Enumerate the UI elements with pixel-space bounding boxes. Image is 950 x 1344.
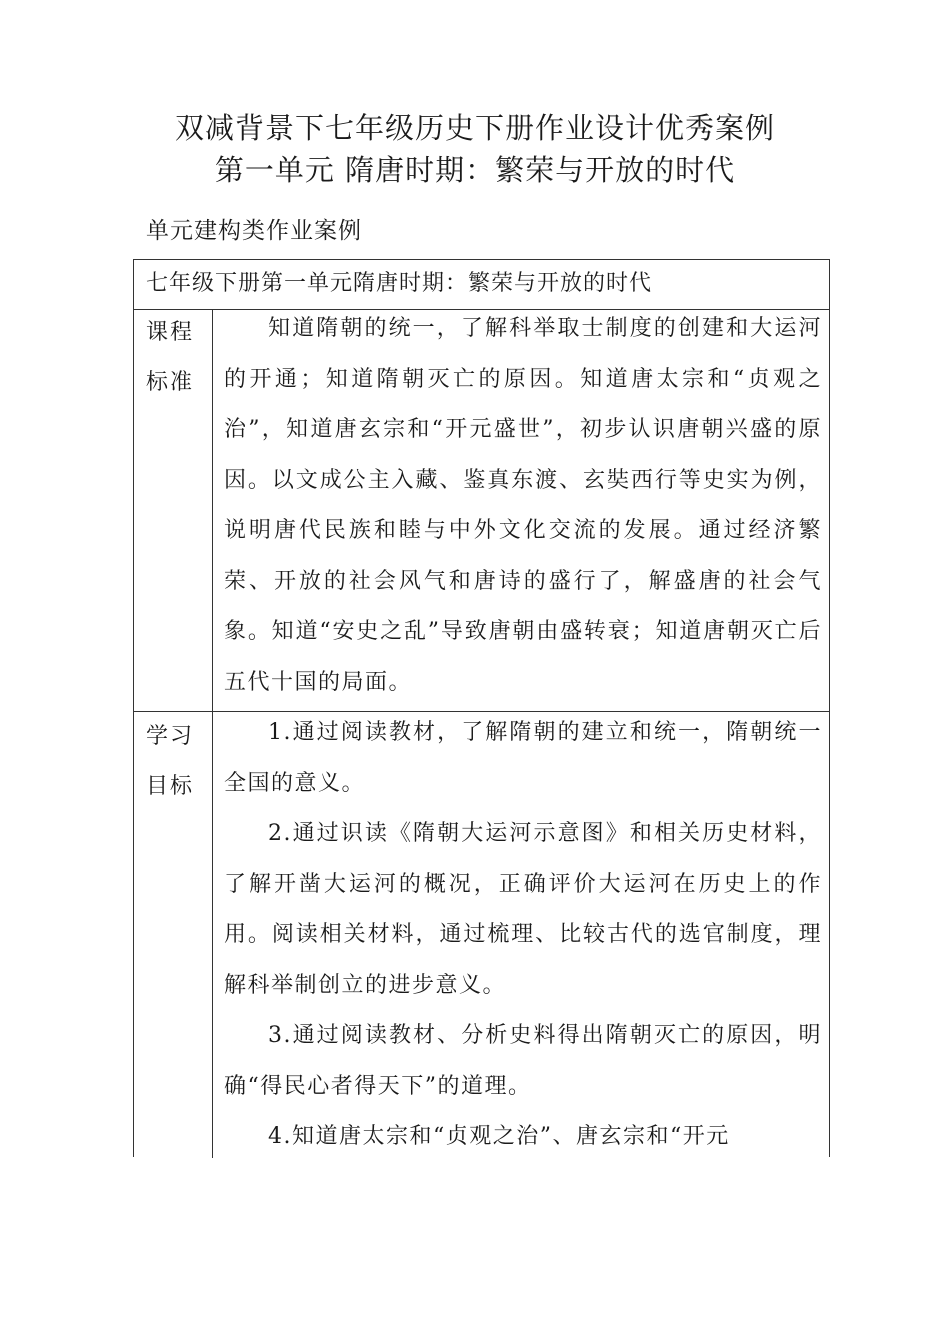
objective-item: 1.通过阅读教材，了解隋朝的建立和统一，隋朝统一全国的意义。 [224, 720, 822, 796]
objective-item: 4.知道唐太宗和“贞观之治”、唐玄宗和“开元 [268, 1124, 730, 1149]
document-title: 双减背景下七年级历史下册作业设计优秀案例 [174, 111, 775, 145]
row-label-line: 课程 [146, 320, 195, 345]
objective-item: 3.通过阅读教材、分析史料得出隋朝灭亡的原因，明确“得民心者得天下”的道理。 [224, 1023, 822, 1099]
table-header-text: 七年级下册第一单元隋唐时期：繁荣与开放的时代 [146, 271, 653, 296]
row-label-learning-objectives [146, 712, 202, 812]
learning-objectives-content [224, 708, 822, 1163]
row-label-line: 目标 [146, 774, 195, 799]
unit-table [133, 259, 830, 1157]
row-label-line: 标准 [146, 370, 195, 395]
paragraph: 知道隋朝的统一，了解科举取士制度的创建和大运河的开通；知道隋朝灭亡的原因。知道唐太宗和“贞观之治”，知道唐玄宗和“开元盛世”，初步认识唐朝兴盛的原因。以文成公主入藏、鉴真东渡、玄奘西行等史实为例，说明唐代民族和睦与中外文化交流的发展。通过经济繁荣、开放的社会风气和唐诗的盛行了，解盛唐的社会气象。知道“安史之乱”导致唐朝由盛转衰；知道唐朝灭亡后五代十国的局面。 [224, 316, 822, 695]
row-label-line: 学习 [146, 724, 195, 749]
table-header-row [134, 260, 829, 310]
curriculum-standard-content [224, 304, 822, 708]
row-label-curriculum-standard [146, 308, 202, 408]
section-label: 单元建构类作业案例 [146, 218, 362, 244]
column-divider [212, 310, 213, 1158]
document-subtitle: 第一单元 隋唐时期：繁荣与开放的时代 [214, 153, 736, 187]
objective-item: 2.通过识读《隋朝大运河示意图》和相关历史材料，了解开凿大运河的概况，正确评价大运河在历史上的作用。阅读相关材料，通过梳理、比较古代的选官制度，理解科举制创立的进步意义。 [224, 821, 822, 998]
